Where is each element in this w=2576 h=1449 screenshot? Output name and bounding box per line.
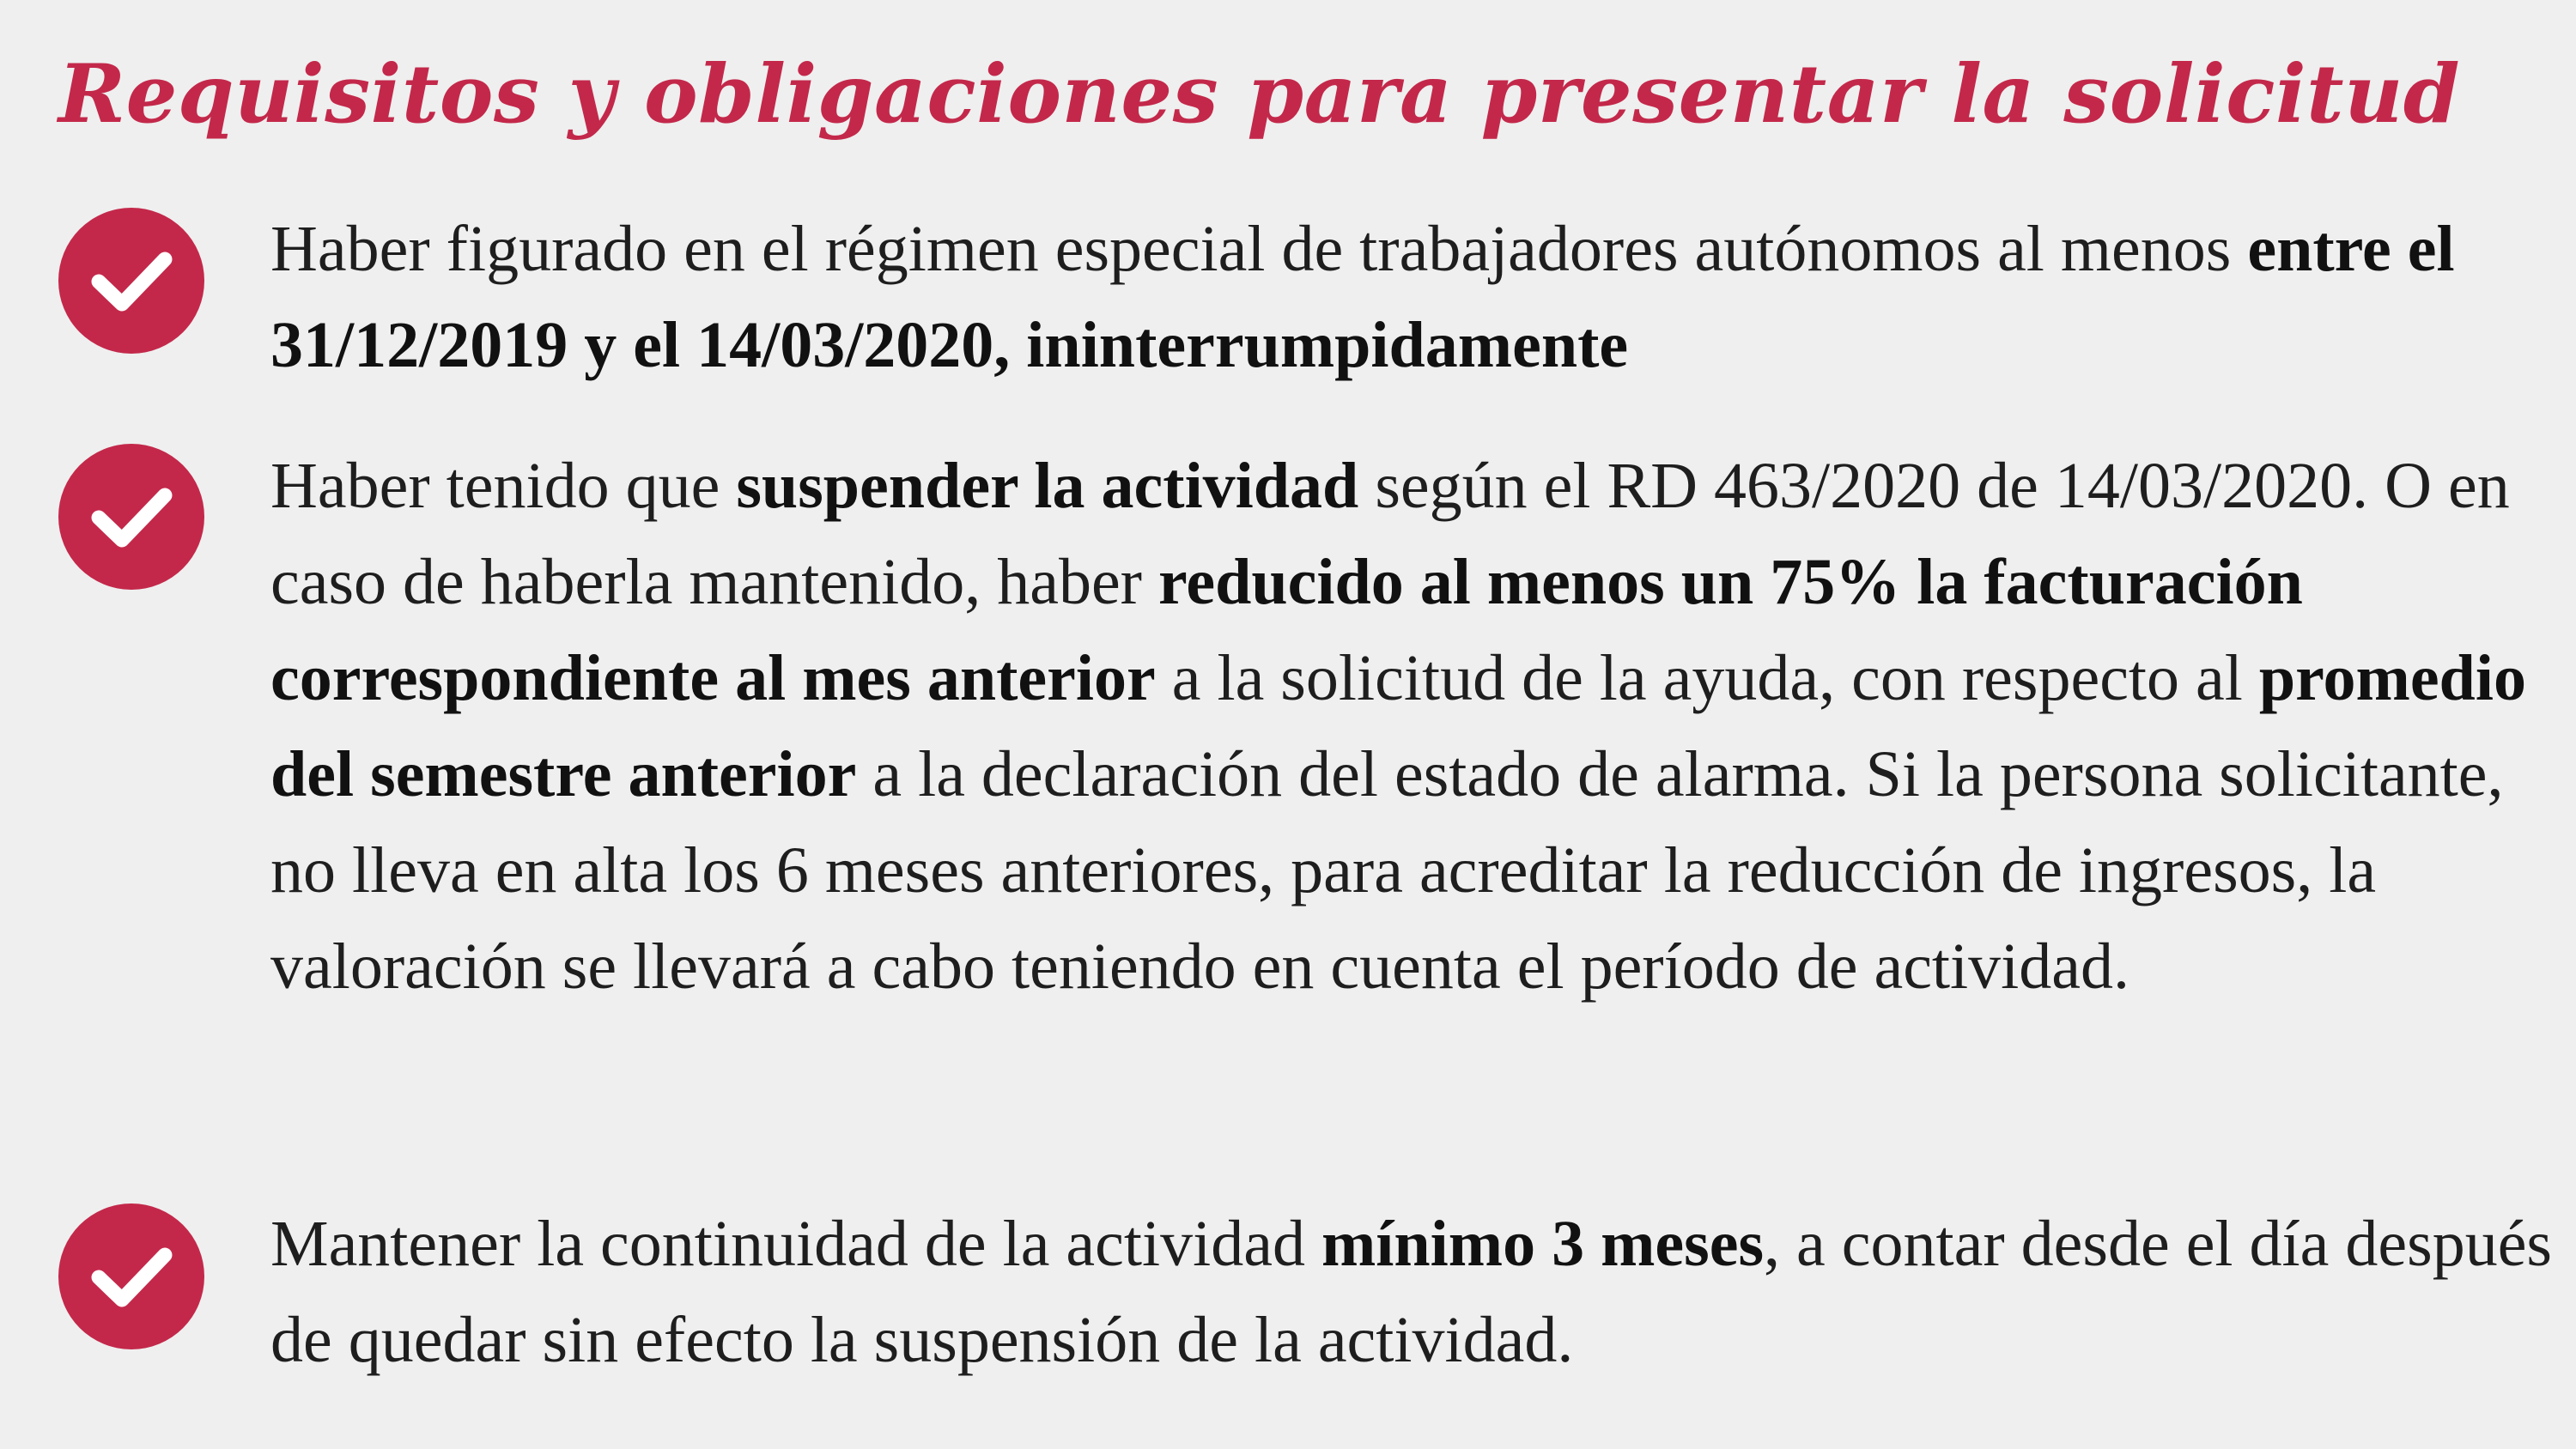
item-text-highlight: promedio del semestre anterior [270,642,2526,810]
check-circle-icon [58,1203,204,1349]
page-title: Requisitos y obligaciones para presentar la solicitud [58,47,2461,142]
item-text-segment: según el RD 463/2020 de 14/03/2020. O en caso de haberla mantenido, haber [270,450,2510,618]
item-text [270,201,2555,393]
item-text-segment: Mantener la continuidad de la actividad [270,1208,1321,1280]
item-text-segment: a la solicitud de la ayuda, con respecto al [1155,642,2259,714]
item-text-segment: Haber tenido que [270,450,737,522]
item-text-highlight: reducido al menos un 75% la facturación correspondiente al mes anterior [270,546,2303,714]
item-text-highlight: mínimo 3 meses [1321,1208,1765,1280]
item-text-segment: , a contar desde el día después de quedar sin efecto la suspensión de la actividad. [270,1208,2553,1376]
item-text-highlight: entre el 31/12/2019 y el 14/03/2020, ininterrumpidamente [270,213,2455,381]
item-text [270,1196,2555,1388]
item-text-segment: a la declaración del estado de alarma. Si la persona solicitante, no lleva en alta los 6 meses anteriores, para acreditar la reducción de ingresos, la valoración se llevará a cabo teniendo en cuenta el período de actividad. [270,738,2504,1003]
item-text-highlight: suspender la actividad [736,450,1359,522]
item-text-segment: Haber figurado en el régimen especial de trabajadores autónomos al menos [270,213,2248,285]
check-circle-icon [58,444,204,590]
check-circle-icon [58,208,204,354]
item-text [270,438,2555,1015]
